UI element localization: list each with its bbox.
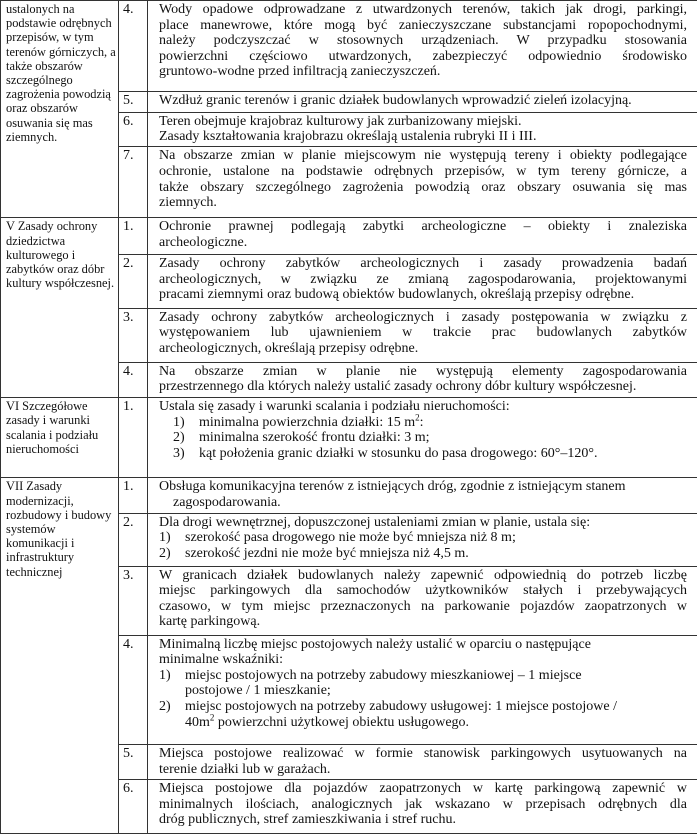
item-text: Wzdłuż granic terenów i granic działek budowlanych wprowadzić zieleń izolacyjną. xyxy=(148,92,697,112)
item-number: 5. xyxy=(119,92,148,112)
item-number: 1. xyxy=(119,398,148,478)
item-text: Ochronie prawnej podlegają zabytki archeologiczne – obiekty i znaleziska archeologiczne. xyxy=(148,218,697,255)
item-text: W granicach działek budowlanych należy zapewnić odpowiednią do potrzeb liczbę miejsc parkingowych dla samochodów użytkowników stałych i przebywających czasowo, w tym miejsc przeznaczonych na parkowanie pojazdów zaopatrzonych w kartę parkingową. xyxy=(148,566,697,635)
item-text: Obsługa komunikacyjna terenów z istniejących dróg, zgodnie z istniejącym stanem zagospodarowania. xyxy=(148,478,697,514)
section-continued-label: ustalonych na podstawie odrębnych przepisów, w tym terenów górniczych, a także obszarów szczególnego zagrożenia powodzią oraz obszarów osuwania się mas ziemnych. xyxy=(1,1,119,218)
table-row xyxy=(1,218,697,255)
item-number: 4. xyxy=(119,362,148,398)
item-number: 3. xyxy=(119,566,148,635)
item-number: 2. xyxy=(119,254,148,308)
item-number: 1. xyxy=(119,218,148,255)
table-row xyxy=(1,398,697,478)
item-number: 6. xyxy=(119,780,148,834)
item-number: 7. xyxy=(119,147,148,218)
item-text: Miejsca postojowe realizować w formie stanowisk parkingowych usytuowanych na terenie działki lub w garażach. xyxy=(148,745,697,780)
item-text: Dla drogi wewnętrznej, dopuszczonej ustaleniami zmian w planie, ustala się: 1) szerokość pasa drogowego nie może być mniejsza niż 8 m; 2) szerokość jezdni nie może być mniejsza niż 4,5 m. xyxy=(148,513,697,566)
item-number: 6. xyxy=(119,112,148,147)
table-row xyxy=(1,1,697,92)
section-vii-label: VII Zasady modernizacji, rozbudowy i budowy systemów komunikacji i infrastruktury technicznej xyxy=(1,478,119,834)
item-number: 4. xyxy=(119,1,148,92)
section-v-label: V Zasady ochrony dziedzictwa kulturowego i zabytków oraz dóbr kultury współczesnej. xyxy=(1,218,119,398)
item-number: 3. xyxy=(119,308,148,362)
item-text: Wody opadowe odprowadzane z utwardzonych terenów, takich jak drogi, parkingi, place manewrowe, które mogą być zanieczyszczane substancjami ropopochodnymi, należy podczyszczać w stosownych urządzeniach. W przypadku stosowania powierzchni częściowo utwardzonych, zabezpieczyć odpowiednio środowisko gruntowo-wodne przed infiltracją zanieczyszczeń. xyxy=(148,1,697,92)
item-text: Miejsca postojowe dla pojazdów zaopatrzonych w kartę parkingową zapewnić w minimalnych ilościach, analogicznych jak wskazano w przepisach odrębnych dla dróg publicznych, stref zamieszkiwania i stref ruchu. xyxy=(148,780,697,834)
section-vi-label: VI Szczegółowe zasady i warunki scalania i podziału nieruchomości xyxy=(1,398,119,478)
item-text: Zasady ochrony zabytków archeologicznych i zasady postępowania w związku z występowaniem lub ujawnieniem w trakcie prac budowlanych zabytków archeologicznych, określają przepisy odrębne. xyxy=(148,308,697,362)
item-text: Na obszarze zmian w planie nie występują elementy zagospodarowania przestrzennego dla których należy ustalić zasady ochrony dóbr kultury współczesnej. xyxy=(148,362,697,398)
item-number: 5. xyxy=(119,745,148,780)
item-number: 1. xyxy=(119,478,148,514)
table-row xyxy=(1,478,697,514)
item-text: Minimalną liczbę miejsc postojowych należy ustalić w oparciu o następujące minimalne wskaźniki: 1) miejsc postojowych na potrzeby zabudowy mieszkaniowej – 1 miejsce postojowe / 1 mieszkanie; 2) miejsc postojowych na potrzeby zabudowy usługowej: 1 miejsce postojowe / $40m^2$ powierzchni użytkowej obiektu usługowego. xyxy=(148,635,697,745)
item-text: Na obszarze zmian w planie miejscowym nie występują tereny i obiekty podlegające ochronie, ustalone na podstawie odrębnych przepisów, w tym tereny górnicze, a także obszary szczególnego zagrożenia powodzią oraz obszary osuwania się mas ziemnych. xyxy=(148,147,697,218)
item-number: 4. xyxy=(119,635,148,745)
item-text: Ustala się zasady i warunki scalania i podziału nieruchomości: 1) minimalna powierzchnia działki: 15 $m^2$: 2) minimalna szerokość frontu działki: 3 m; 3) kąt położenia granic działki w stosunku do pasa drogowego: 60°–120°. xyxy=(148,398,697,478)
item-number: 2. xyxy=(119,513,148,566)
item-text: Teren obejmuje krajobraz kulturowy jak zurbanizowany miejski. Zasady kształtowania krajobrazu określają ustalenia rubryki II i III. xyxy=(148,112,697,147)
item-text: Zasady ochrony zabytków archeologicznych i zasady prowadzenia badań archeologicznych, w związku ze zmianą zagospodarowania, projektowanymi pracami ziemnymi oraz budową obiektów budowlanych, określają przepisy odrębne. xyxy=(148,254,697,308)
